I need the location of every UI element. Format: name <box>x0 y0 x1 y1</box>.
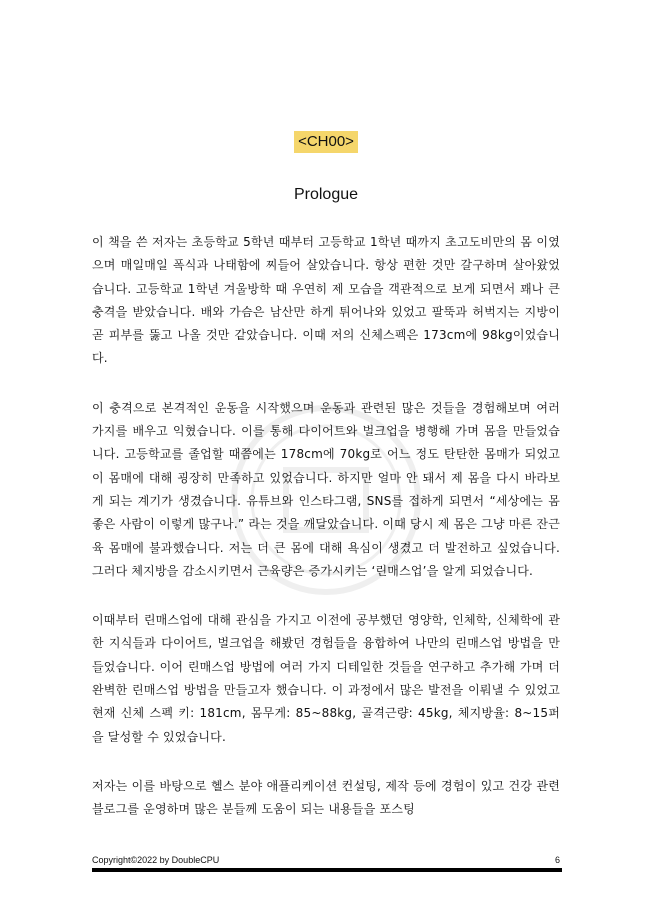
page-number: 6 <box>554 855 560 865</box>
body-text <box>92 231 560 848</box>
paragraph: 저자는 이를 바탕으로 헬스 분야 애플리케이션 컨설팅, 제작 등에 경험이 있고 건강 관련 블로그를 운영하며 많은 분들께 도움이 되는 내용들을 포스팅 <box>92 778 560 817</box>
footer-rule <box>92 868 562 872</box>
footer-copyright: Copyright©2022 by DoubleCPU <box>92 855 220 865</box>
paragraph: 이때부터 린매스업에 대해 관심을 가지고 이전에 공부했던 영양학, 인체학, 신체학에 관한 지식들과 다이어트, 벌크업을 해봤던 경험들을 융합하여 나만의 린매스업 방법을 만들었습니다. 이어 린매스업 방법에 여러 가지 디테일한 것들을 연구하고 추가해 가며 더 완벽한 린매스업 방법을 만들고자 했습니다. 이 과정에서 많은 발전을 이뤄낼 수 있었고 현재 신체 스펙 키: 181cm, 몸무게: 85~88kg, 골격근량: 45kg, 체지방율: 8~15퍼을 달성할 수 있었습니다. <box>92 613 560 744</box>
chapter-tag: <CH00> <box>294 131 358 153</box>
paragraph: 이 충격으로 본격적인 운동을 시작했으며 운동과 관련된 많은 것들을 경험해보며 여러 가지를 배우고 익혔습니다. 이를 통해 다이어트와 벌크업을 병행해 가며 몸을 만들었습니다. 고등학교를 졸업할 때쯤에는 178cm에 70kg로 어느 정도 탄탄한 몸매가 되었고 이 몸매에 대해 굉장히 만족하고 있었습니다. 하지만 얼마 안 돼서 제 몸을 다시 바라보게 되는 계기가 생겼습니다. 유튜브와 인스타그램, SNS를 접하게 되면서 “세상에는 몸 좋은 사람이 이렇게 많구나.” 라는 것을 깨달았습니다. 이때 당시 제 몸은 그냥 마른 잔근육 몸매에 불과했습니다. 저는 더 큰 몸에 대해 욕심이 생겼고 더 발전하고 싶었습니다. 그러다 체지방을 감소시키면서 근육량은 증가시키는 ‘린매스업’을 알게 되었습니다. <box>92 400 560 578</box>
page-title: Prologue <box>293 186 359 203</box>
paragraph: 이 책을 쓴 저자는 초등학교 5학년 때부터 고등학교 1학년 때까지 초고도비만의 몸 이였으며 매일매일 폭식과 나태함에 찌들어 살았습니다. 항상 편한 것만 갈구하며 살아왔었습니다. 고등학교 1학년 겨울방학 때 우연히 제 모습을 객관적으로 보게 되면서 꽤나 큰 충격을 받았습니다. 배와 가슴은 남산만 하게 튀어나와 있었고 팔뚝과 허벅지는 지방이 곧 피부를 뚫고 나올 것만 같았습니다. 이때 저의 신체스펙은 173cm에 98kg이었습니다. <box>92 235 560 366</box>
